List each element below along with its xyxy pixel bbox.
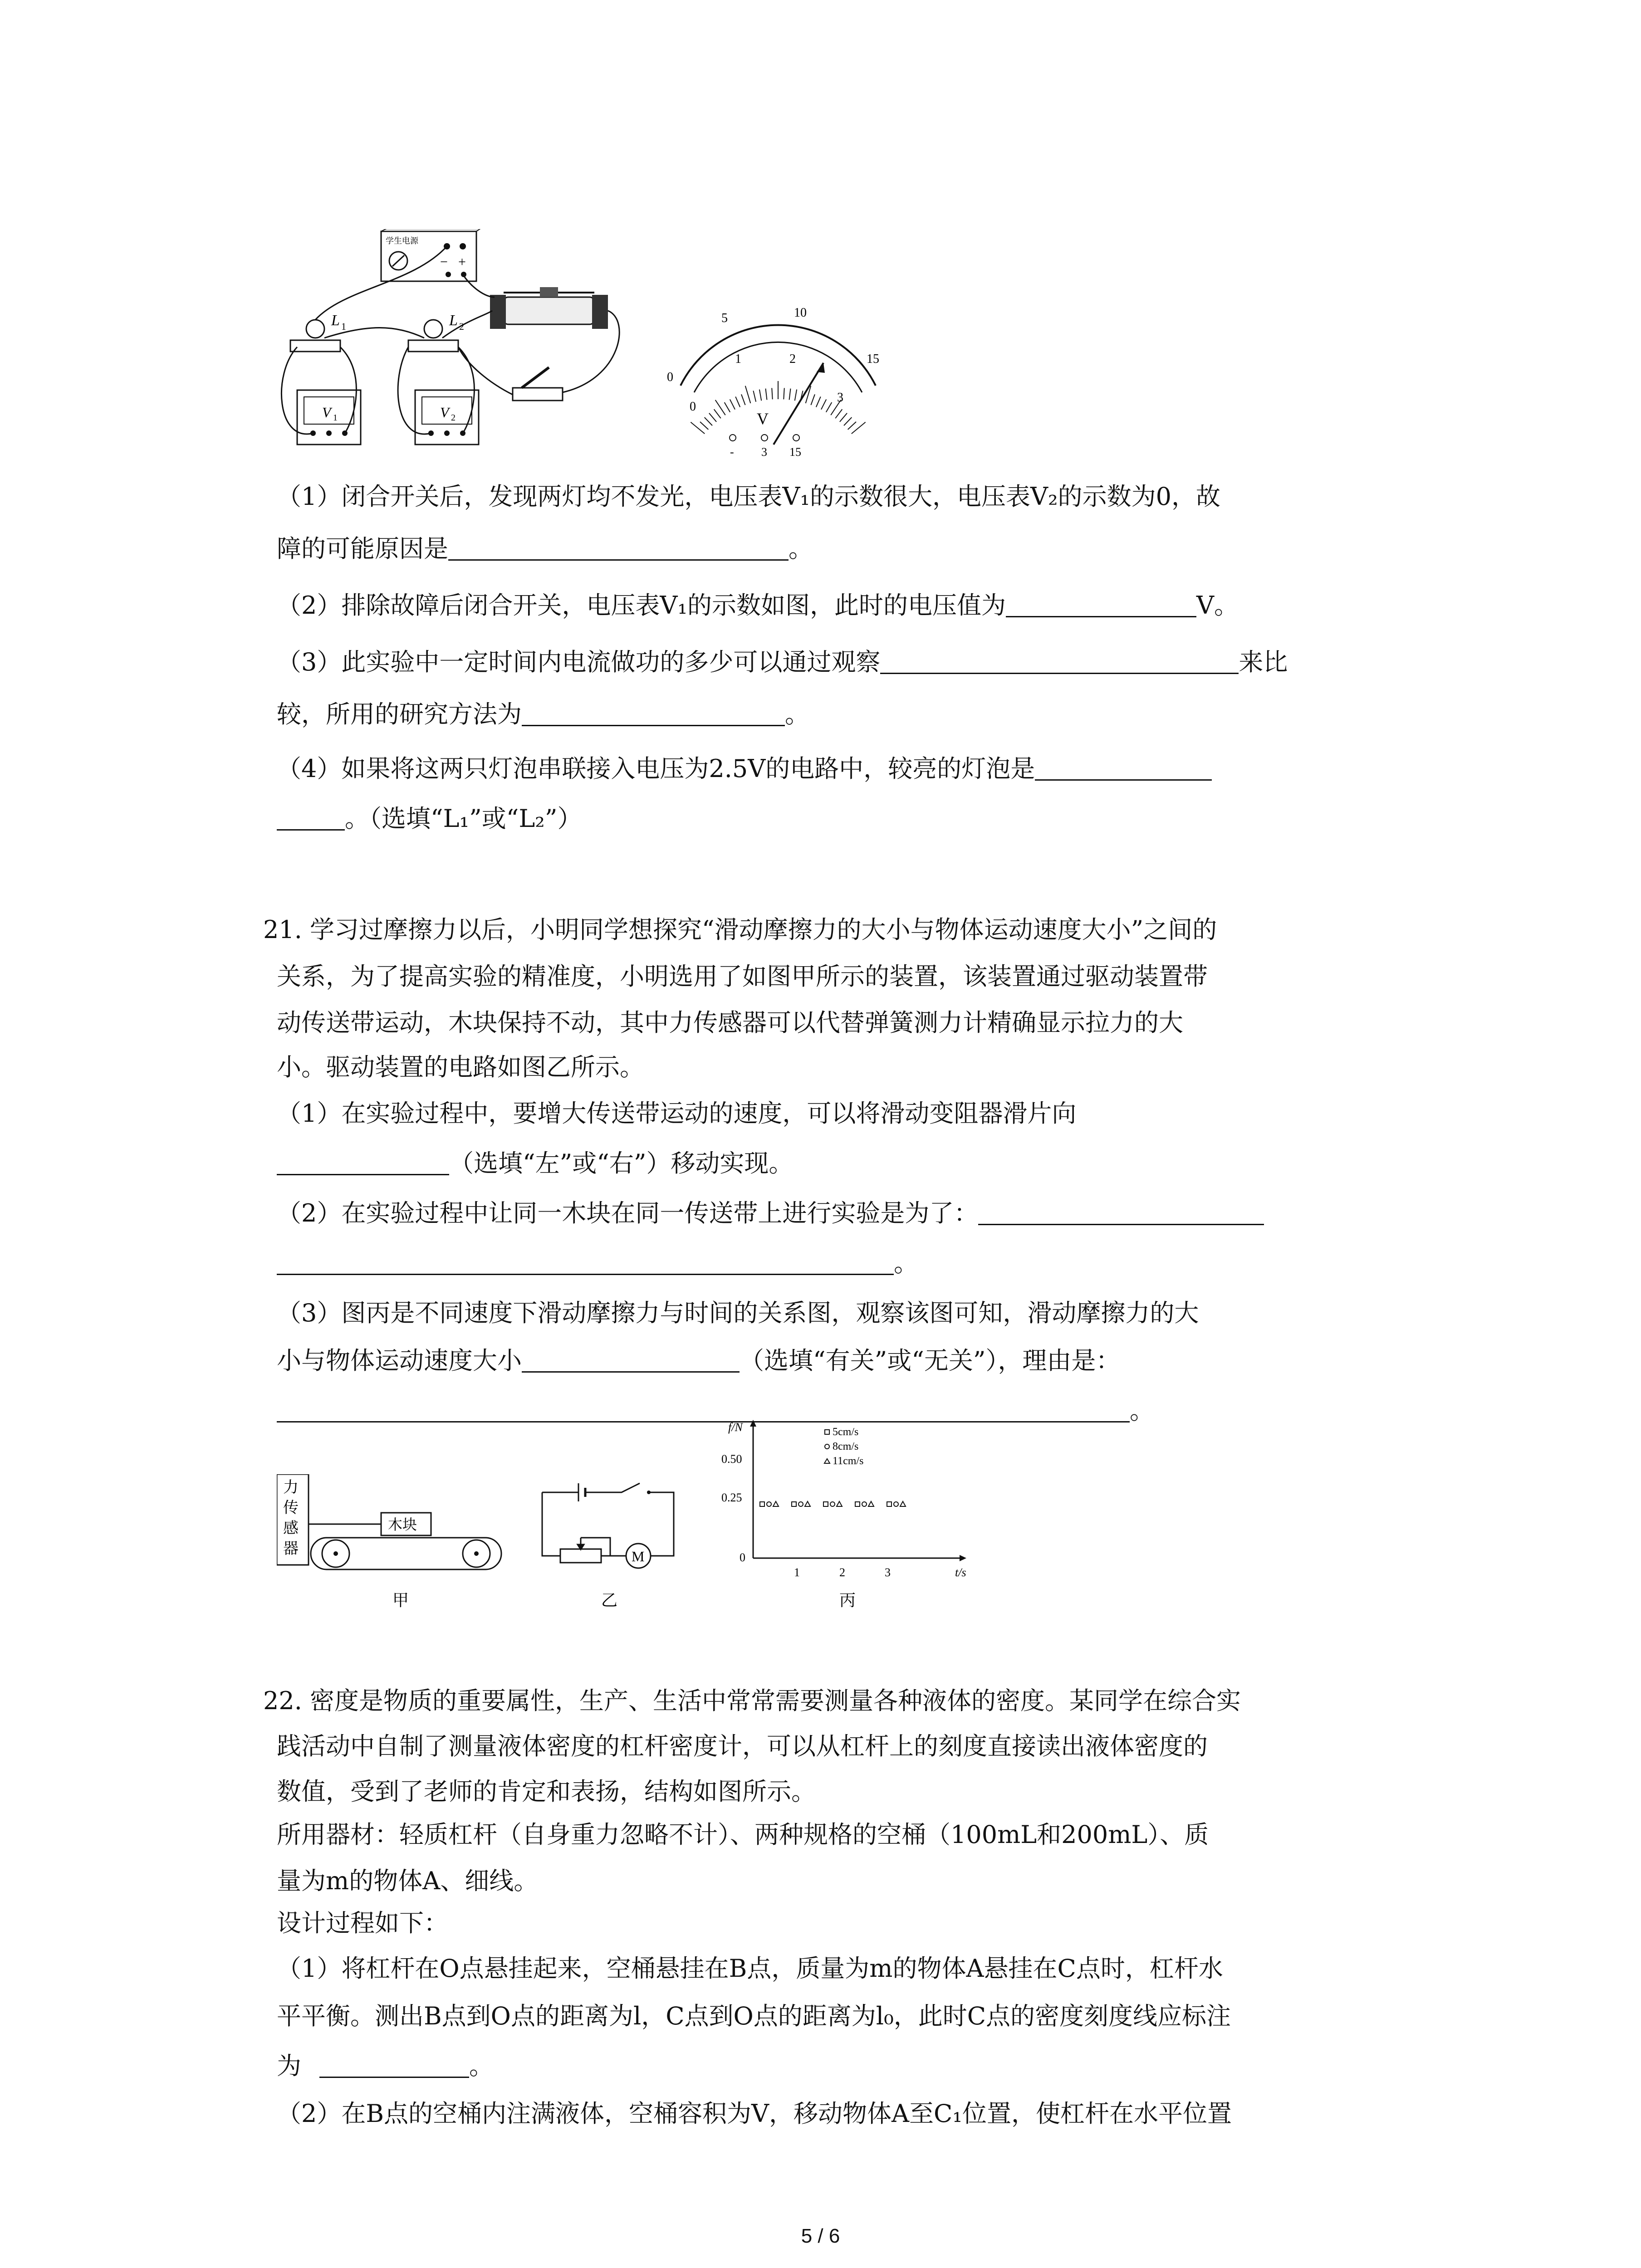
dial-tick (848, 422, 856, 430)
svg-text:1: 1 (341, 321, 346, 332)
x-tick-3: 3 (885, 1566, 891, 1579)
data-point-8cm-s (862, 1502, 867, 1506)
data-point-5cm-s (855, 1502, 860, 1506)
answer-blank-q21-2[interactable] (978, 1200, 1264, 1225)
q22-line1: 22. 密度是物质的重要属性，生产、生活中常常需要测量各种液体的密度。某同学在综合实 (263, 1686, 1241, 1715)
answer-blank-q22-1[interactable] (319, 2053, 469, 2078)
answer-blank-q21-1[interactable] (277, 1150, 449, 1175)
dial-tick (741, 394, 745, 405)
svg-text:−: − (440, 254, 448, 269)
q22-p2: （2）在B点的空桶内注满液体，空桶容积为V，移动物体A至C₁位置，使杠杆在水平位置 (277, 2099, 1232, 2128)
q20-p2: （2）排除故障后闭合开关，电压表V₁的示数如图，此时的电压值为 V。 (277, 591, 1239, 620)
voltmeter-V2 (415, 390, 479, 445)
data-point-8cm-s (894, 1502, 898, 1506)
scale-bottom-0: 0 (690, 400, 696, 414)
rheostat (490, 287, 608, 329)
data-point-11cm-s (868, 1501, 874, 1506)
data-point-5cm-s (887, 1502, 892, 1506)
data-point-11cm-s (900, 1501, 906, 1506)
x-axis-label: t/s (955, 1566, 966, 1579)
legend-11cm: 11cm/s (833, 1455, 864, 1467)
legend-8cm: 8cm/s (833, 1441, 859, 1452)
data-points (760, 1501, 906, 1506)
supply-label: 学生电源 (386, 236, 418, 245)
svg-text:L: L (449, 312, 458, 329)
q21-p2b: 。 (277, 1247, 918, 1279)
terminal-minus: - (730, 445, 734, 459)
dial-tick (821, 399, 826, 409)
svg-text:1: 1 (333, 413, 338, 423)
dial-tick (759, 390, 761, 401)
dial-tick (753, 391, 756, 401)
q20-p4a: （4）如果将这两只灯泡串联接入电压为2.5V的电路中，较亮的灯泡是 (277, 753, 1212, 785)
scale-top-0: 0 (667, 370, 673, 384)
q21-p3c: 。 (277, 1395, 1154, 1427)
legend (824, 1426, 863, 1467)
y-tick-050: 0.50 (721, 1452, 742, 1466)
figure-bing (708, 1420, 980, 1610)
answer-blank-q21-3b[interactable] (277, 1398, 1130, 1422)
data-point-11cm-s (805, 1501, 810, 1506)
data-point-8cm-s (830, 1502, 835, 1506)
scale-bottom-1: 1 (735, 352, 741, 366)
dial-ticks (691, 381, 865, 434)
svg-text:感: 感 (283, 1520, 299, 1537)
drive-circuit (542, 1483, 674, 1568)
answer-blank-q20-5b[interactable] (277, 806, 345, 831)
q21-p2a: （2）在实验过程中让同一木块在同一传送带上进行实验是为了： (277, 1198, 1264, 1229)
x-tick-2: 2 (839, 1566, 845, 1579)
dial-tick (700, 422, 708, 430)
svg-text:V: V (440, 404, 449, 420)
data-point-11cm-s (773, 1501, 779, 1506)
terminal-3: 3 (761, 445, 767, 459)
answer-blank-q20-5[interactable] (1035, 756, 1212, 781)
data-point-8cm-s (767, 1502, 771, 1506)
y-axis-label: f/N (728, 1421, 743, 1434)
q22-line3: 数值，受到了老师的肯定和表扬，结构如图所示。 (277, 1777, 816, 1806)
dial-tick (844, 417, 852, 425)
dial-tick (840, 413, 847, 422)
dial-tick (826, 402, 832, 412)
scale-top-5: 5 (721, 311, 728, 325)
voltmeter-dial-figure (653, 295, 898, 467)
bulb-L1 (290, 312, 346, 352)
answer-blank-q20-1[interactable] (448, 536, 789, 561)
q20-p3a: （3）此实验中一定时间内电流做功的多少可以通过观察 来比 (277, 648, 1288, 676)
dial-tick (811, 394, 815, 405)
svg-text:力: 力 (283, 1479, 299, 1496)
q21-line4: 小。驱动装置的电路如图乙所示。 (277, 1053, 644, 1081)
dial-tick (745, 386, 751, 403)
dial-tick (835, 409, 842, 418)
scale-bottom-3: 3 (837, 391, 843, 405)
dial-tick (705, 417, 712, 425)
q20-p3b: 较，所用的研究方法为 。 (277, 700, 809, 728)
power-supply (381, 229, 483, 281)
q21-p3a: （3）图丙是不同速度下滑动摩擦力与时间的关系图，观察该图可知，滑动摩擦力的大 (277, 1299, 1199, 1327)
q22-line4: 所用器材：轻质杠杆（自身重力忽略不计）、两种规格的空桶（100mL和200mL）、质 (277, 1820, 1209, 1849)
terminal-15: 15 (789, 445, 801, 459)
svg-text:L: L (331, 312, 340, 329)
bulb-L2 (408, 312, 464, 352)
answer-blank-q21-2b[interactable] (277, 1250, 894, 1275)
dial-tick (714, 409, 721, 418)
scale-top-10: 10 (794, 306, 807, 320)
svg-text:2: 2 (451, 413, 456, 423)
data-point-11cm-s (837, 1501, 842, 1506)
y-tick-025: 0.25 (721, 1491, 742, 1504)
dial-tick (766, 389, 767, 400)
q21-line2: 关系，为了提高实验的精准度，小明选用了如图甲所示的装置，该装置通过驱动装置带 (277, 962, 1208, 991)
scale-top-15: 15 (867, 352, 879, 366)
x-tick-1: 1 (794, 1566, 800, 1579)
y-tick-0: 0 (740, 1551, 745, 1564)
dial-tick (709, 413, 716, 422)
page-number: 5 / 6 (801, 2225, 840, 2247)
needle (774, 363, 823, 445)
figure-yi (538, 1474, 687, 1610)
dial-tick (725, 402, 730, 412)
q22-line2: 践活动中自制了测量液体密度的杠杆密度计，可以从杠杆上的刻度直接读出液体密度的 (277, 1732, 1208, 1760)
dial-tick (795, 390, 797, 401)
q22-p1a: （1）将杠杆在O点悬挂起来，空桶悬挂在B点，质量为m的物体A悬挂在C点时，杠杆水 (277, 1954, 1223, 1983)
conveyor-belt (311, 1538, 501, 1569)
legend-5cm: 5cm/s (833, 1426, 859, 1438)
figure-jia (277, 1474, 531, 1610)
answer-blank-q21-3[interactable] (522, 1348, 740, 1373)
dial-tick (730, 399, 735, 409)
q20-p1b: 障的可能原因是 。 (277, 534, 813, 563)
data-point-8cm-s (798, 1502, 803, 1506)
svg-text:传: 传 (283, 1500, 299, 1516)
scale-bottom-2: 2 (789, 352, 796, 366)
dial-tick (789, 389, 791, 400)
svg-text:2: 2 (459, 321, 464, 332)
svg-text:器: 器 (283, 1540, 299, 1557)
q20-p1a: （1）闭合开关后，发现两灯均不发光，电压表V₁的示数很大，电压表V₂的示数为0，故 (277, 482, 1220, 511)
voltmeter-V1 (297, 390, 361, 445)
q21-p1b: （选填“左”或“右”）移动实现。 (277, 1148, 793, 1179)
dial-tick (816, 397, 821, 407)
circuit-figure (277, 229, 653, 469)
data-point-5cm-s (823, 1502, 828, 1506)
svg-text:V: V (322, 404, 331, 420)
answer-blank-q20-2[interactable] (1006, 592, 1196, 617)
q21-line1: 21. 学习过摩擦力以后，小明同学想探究“滑动摩擦力的大小与物体运动速度大小”之间的 (263, 915, 1217, 944)
data-point-5cm-s (760, 1502, 764, 1506)
motor-label: M (632, 1548, 645, 1564)
answer-blank-q20-3[interactable] (880, 649, 1239, 674)
unit-label: V (757, 410, 769, 428)
answer-blank-q20-4[interactable] (522, 701, 785, 726)
dial-tick (735, 397, 740, 407)
q21-line3: 动传送带运动，木块保持不动，其中力传感器可以代替弹簧测力计精确显示拉力的大 (277, 1008, 1183, 1037)
caption-bing: 丙 (839, 1591, 856, 1609)
svg-text:+: + (458, 254, 466, 269)
caption-jia: 甲 (392, 1591, 409, 1609)
q20-p4b: 。（选填“L₁”或“L₂”） (277, 803, 582, 835)
q22-line6: 设计过程如下： (277, 1909, 448, 1937)
data-point-5cm-s (792, 1502, 796, 1506)
q21-p1a: （1）在实验过程中，要增大传送带运动的速度，可以将滑动变阻器滑片向 (277, 1099, 1077, 1128)
svg-text:木块: 木块 (388, 1516, 417, 1533)
q22-p1c: 为 。 (277, 2052, 494, 2080)
switch (513, 367, 563, 401)
q22-p1b: 平平衡。测出B点到O点的距离为l，C点到O点的距离为l₀，此时C点的密度刻度线应标注 (277, 2002, 1231, 2030)
caption-yi: 乙 (601, 1591, 618, 1609)
q22-line5: 量为m的物体A、细线。 (277, 1867, 539, 1895)
q21-p3b: 小与物体运动速度大小 （选填“有关”或“无关”），理由是： (277, 1346, 1121, 1375)
